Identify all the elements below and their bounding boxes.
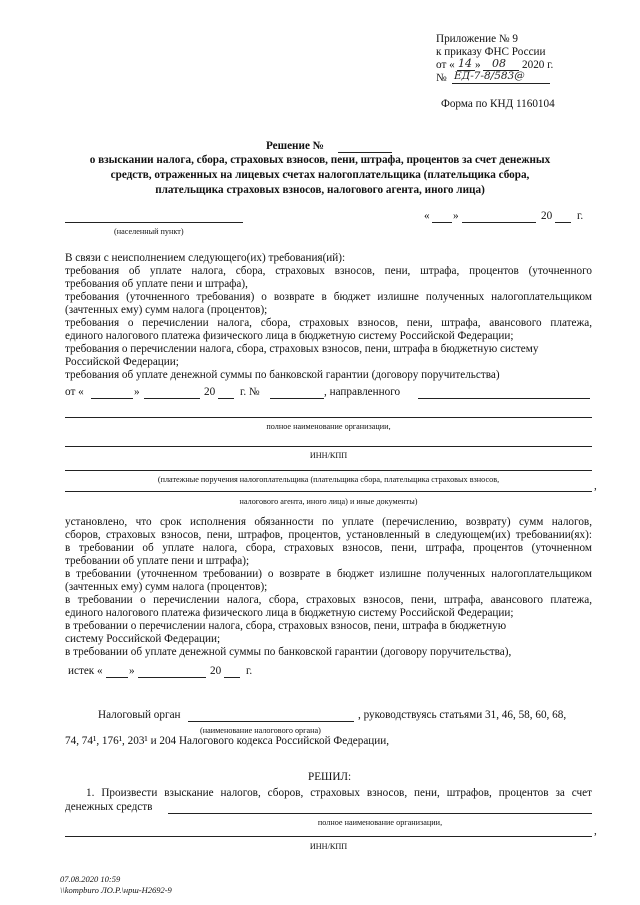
from-open: от « (65, 386, 84, 398)
body1-line: Российской Федерации; (65, 356, 179, 368)
place-caption: (населенный пункт) (114, 227, 184, 236)
body2-line: в требовании об уплате денежной суммы по банковской гарантии (договору поручительства), (65, 646, 512, 658)
body1-line: требования об уплате денежной суммы по банковской гарантии (договору поручительства) (65, 369, 500, 381)
body2-line: установлено, что срок исполнения обязанности по уплате (перечислению, возврату) сумм налогов, (65, 516, 592, 528)
body2-line: в требовании (уточненном требовании) о возврате в бюджет излишне полученных налогоплательщиком (65, 568, 592, 580)
decision-item-1-cont: денежных средств (65, 801, 153, 813)
org-name-caption: полное наименование организации, (266, 422, 391, 431)
title-line-4: плательщика страховых взносов, налогового агента, иного лица) (155, 184, 485, 196)
footer-path: \\kompburo ЛО.Р.\нрш-Н2692-9 (60, 885, 172, 895)
title-line-2: о взыскании налога, сбора, страховых взносов, пени, штрафа, процентов за счет денежных (89, 154, 551, 166)
expired-g: г. (246, 665, 253, 677)
date-close: » (453, 210, 459, 222)
body2-line: систему Российской Федерации; (65, 633, 221, 645)
expired-year: 20 (210, 665, 222, 677)
date-year-prefix: 20 (541, 210, 553, 222)
appendix-number-prefix: № (436, 72, 447, 84)
body1-line: требования (уточненного требования) о возврате в бюджет излишне полученных налогоплательщиком (65, 291, 592, 303)
tax-authority-label: Налоговый орган (98, 709, 181, 721)
decision-inn-caption: ИНН/КПП (309, 842, 348, 851)
decision-heading: РЕШИЛ: (308, 771, 352, 783)
title-line-3: средств, отраженных на лицевых счетах налогоплательщика (плательщика сбора, (110, 169, 530, 181)
tax-authority-caption: (наименование налогового органа) (200, 726, 321, 735)
appendix-number: ЕД-7-8/583@ (454, 70, 525, 82)
articles-line: 74, 74¹, 176¹, 203¹ и 204 Налогового кодекса Российской Федерации, (65, 735, 390, 747)
footer-timestamp: 07.08.2020 10:59 (60, 874, 121, 884)
appendix-date-month: 08 (492, 57, 506, 70)
body1-line: требования о перечислении налога, сбора, страховых взносов, пени, штрафа, авансового платежа, (65, 317, 592, 329)
body2-line: (зачтенных ему) сумм налога (процентов); (65, 581, 268, 593)
appendix-line-1: Приложение № 9 (436, 33, 518, 45)
guided-by-articles: , руководствуясь статьями 31, 46, 58, 60, 68, (358, 709, 567, 721)
expired-close: » (129, 665, 135, 677)
from-sent-label: , направленного (324, 386, 401, 398)
body2-line: требовании об уплате пени и штрафа); (65, 555, 250, 567)
from-number-label: г. № (240, 386, 260, 398)
decision-title: Решение № (266, 140, 324, 152)
decision-item-1: 1. Произвести взыскание налогов, сборов, страховых взносов, пени, штрафов, процентов за счет (86, 787, 592, 799)
date-open: « (424, 210, 430, 222)
body2-line: единого налогового платежа физического лица в бюджетную систему Российской Федерации; (65, 607, 514, 619)
appendix-line-2: к приказу ФНС России (436, 46, 546, 58)
body1-line: (зачтенных ему) сумм налога (процентов); (65, 304, 268, 316)
appendix-date-year: 2020 г. (522, 59, 554, 71)
inn-caption: ИНН/КПП (309, 451, 348, 460)
decision-comma: , (594, 825, 597, 837)
body2-line: сборов, страховых взносов, пени, штрафов, процентов, установленный в следующем(их) требовании(ях): (65, 529, 592, 541)
body2-line: в требовании об уплате налога, сбора, страховых взносов, пени, штрафа, процентов (уточненном (65, 542, 592, 554)
body1-line: требования о перечислении налога, сбора, страховых взносов, пени, штрафа в бюджетную систему (65, 343, 539, 355)
from-year: 20 (204, 386, 216, 398)
payment-orders-caption-1: (платежные поручения налогоплательщика (плательщика сбора, плательщика страховых взносов, (157, 475, 500, 484)
expired-open: истек « (68, 665, 103, 677)
payment-orders-caption-2: налогового агента, иного лица) и иные документы) (239, 497, 418, 506)
body2-line: в требовании о перечислении налога, сбора, страховых взносов, пени, штрафа, авансового платежа, (65, 594, 592, 606)
body1-line: требования об уплате налога, сбора, страховых взносов, пени, штрафа, процентов (уточненного (65, 265, 592, 277)
appendix-date-day: 14 (458, 57, 472, 70)
body1-line: В связи с неисполнением следующего(их) требования(ий): (65, 252, 346, 264)
appendix-date-prefix: от « (436, 59, 455, 71)
form-code: Форма по КНД 1160104 (441, 98, 555, 110)
date-year-suffix: г. (577, 210, 584, 222)
body2-line: в требовании о перечислении налога, сбора, страховых взносов, пени, штрафа в бюджетную (65, 620, 507, 632)
body1-line: единого налогового платежа физического лица в бюджетную систему Российской Федерации; (65, 330, 514, 342)
decision-org-caption: полное наименование организации, (317, 818, 443, 827)
body1-line: требования об уплате пени и штрафа), (65, 278, 248, 290)
from-close: » (134, 386, 140, 398)
appendix-date-close: » (475, 59, 481, 71)
comma: , (594, 480, 597, 492)
